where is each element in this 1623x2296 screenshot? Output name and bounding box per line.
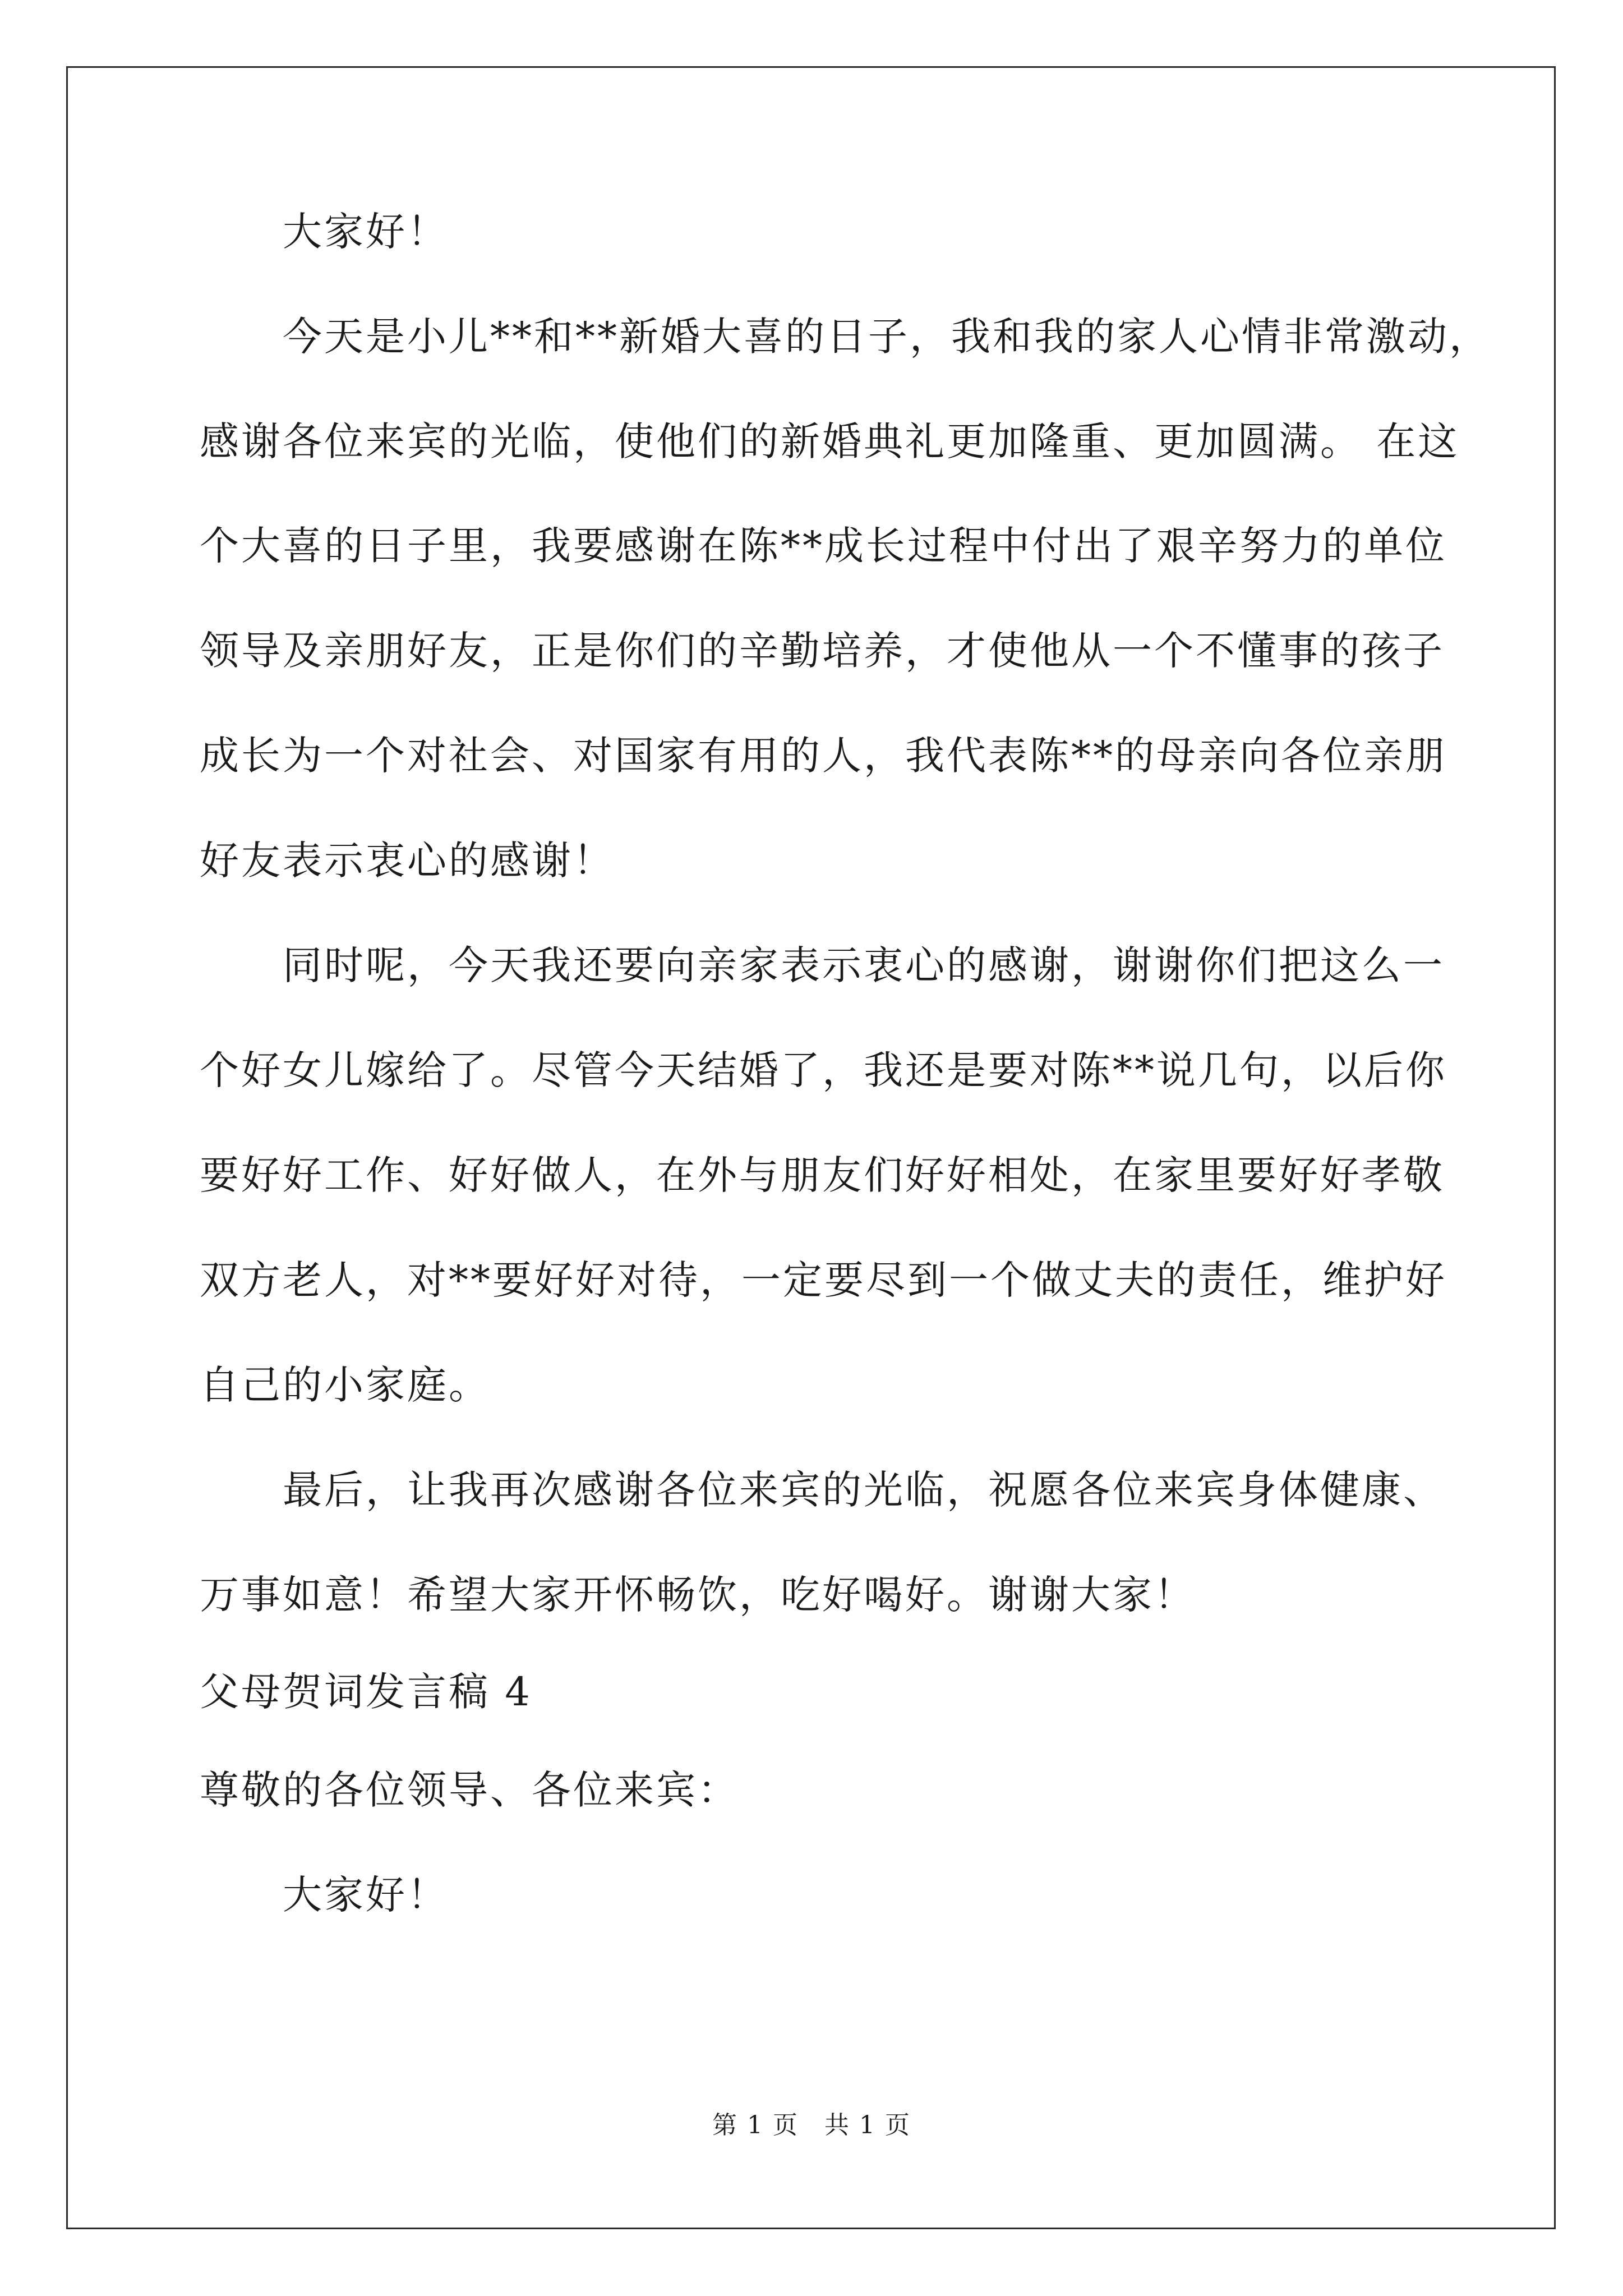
paragraph-line: 双方老人，对**要好好对待，一定要尽到一个做丈夫的责任，维护好: [200, 1257, 1447, 1303]
paragraph-line: 领导及亲朋好友，正是你们的辛勤培养，才使他从一个不懂事的孩子: [200, 628, 1445, 674]
paragraph-line: 自己的小家庭。: [200, 1362, 490, 1408]
page-footer: 第 1 页 共 1 页: [712, 2111, 911, 2139]
salutation: 尊敬的各位领导、各位来宾：: [200, 1767, 739, 1813]
paragraph-line: 最后，让我再次感谢各位来宾的光临，祝愿各位来宾身体健康、: [283, 1467, 1445, 1513]
paragraph-line: 个大喜的日子里，我要感谢在陈**成长过程中付出了艰辛努力的单位: [200, 523, 1447, 569]
paragraph-line: 要好好工作、好好做人，在外与朋友们好好相处，在家里要好好孝敬: [200, 1152, 1445, 1198]
paragraph-line: 同时呢，今天我还要向亲家表示衷心的感谢，谢谢你们把这么一: [283, 942, 1445, 988]
paragraph-line: 感谢各位来宾的光临，使他们的新婚典礼更加隆重、更加圆满。 在这: [200, 418, 1460, 464]
paragraph-line: 个好女儿嫁给了。尽管今天结婚了，我还是要对陈**说几句，以后你: [200, 1047, 1447, 1093]
paragraph-line: 好友表示衷心的感谢！: [200, 838, 615, 884]
paragraph-line: 今天是小儿**和**新婚大喜的日子，我和我的家人心情非常激动，: [283, 314, 1491, 360]
greeting-line: 大家好！: [283, 1872, 449, 1918]
paragraph-line: 万事如意！希望大家开怀畅饮，吃好喝好。谢谢大家！: [200, 1572, 1196, 1618]
section-title: 父母贺词发言稿 4: [200, 1669, 532, 1715]
greeting-line: 大家好！: [283, 209, 449, 255]
paragraph-line: 成长为一个对社会、对国家有用的人，我代表陈**的母亲向各位亲朋: [200, 733, 1447, 779]
